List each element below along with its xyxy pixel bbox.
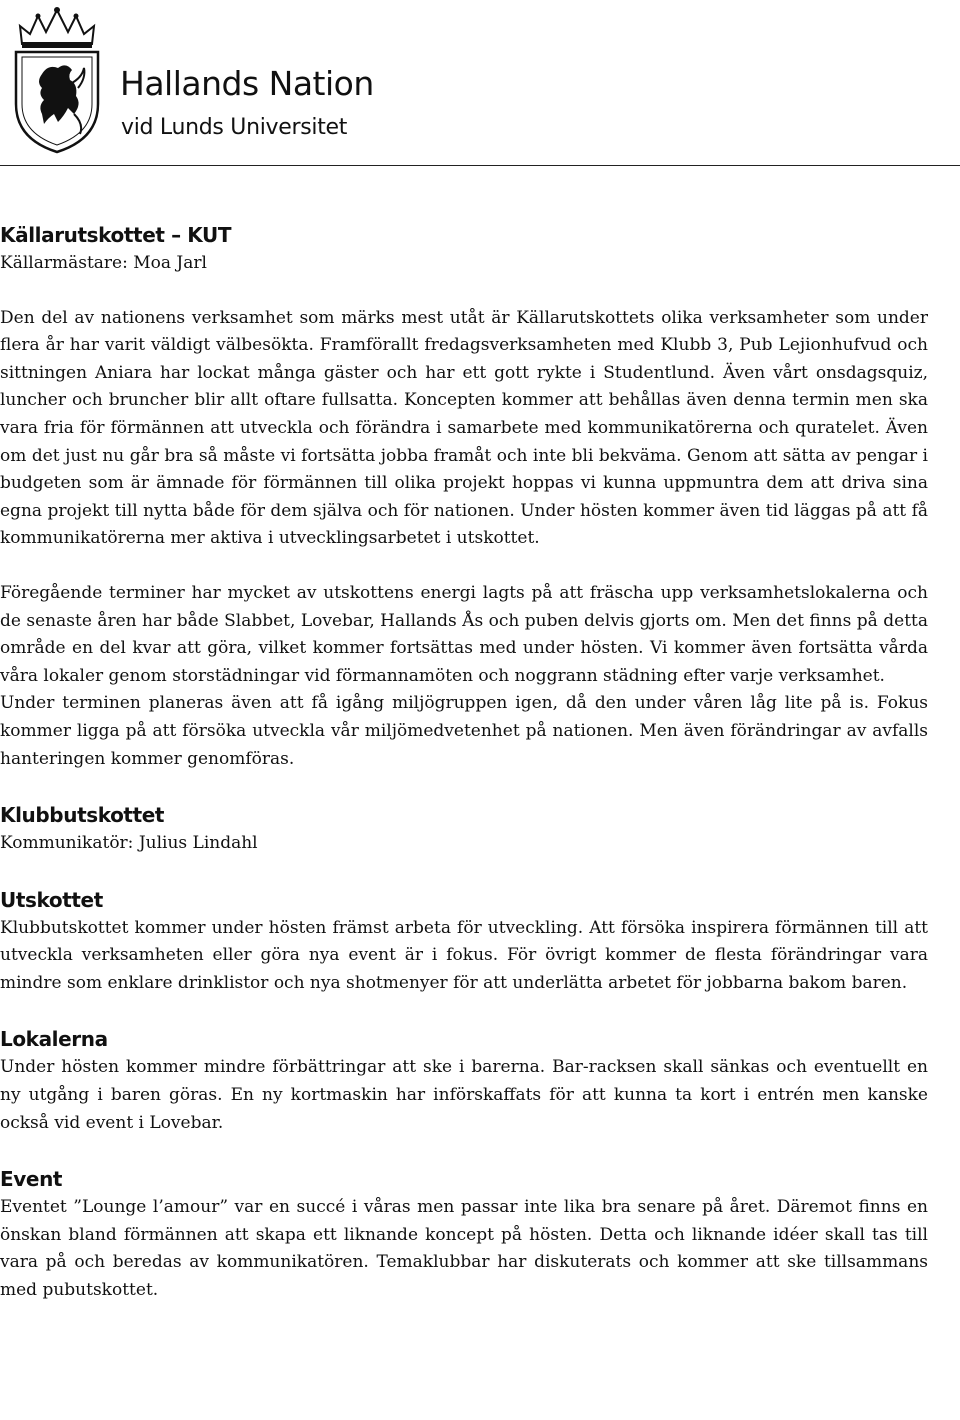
organization-name: Hallands Nation — [120, 64, 374, 103]
paragraph-utskottet: Klubbutskottet kommer under hösten främst arbeta för utveckling. Att försöka inspirera förmännen till att utveckla verksamheten eller göra nya event är i fokus. För övrigt kommer de flesta förändringar vara mindre som enklare drinklistor och nya shotmenyer för att underlätta arbetet för jobbarna bakom baren. — [0, 917, 928, 993]
section-heading-kut: Källarutskottet – KUT — [0, 223, 232, 247]
section-heading-utskottet: Utskottet — [0, 887, 103, 912]
letterhead — [0, 0, 960, 175]
document-body — [0, 220, 928, 1305]
section-heading-lokalerna: Lokalerna — [0, 1027, 108, 1052]
section-role-kut: Källarmästare: Moa Jarl — [0, 253, 207, 273]
section-heading-event: Event — [0, 1167, 63, 1192]
coat-of-arms-icon — [8, 4, 106, 154]
section-role-klubb: Kommunikatör: Julius Lindahl — [0, 833, 258, 854]
section-heading-klubb: Klubbutskottet — [0, 803, 165, 828]
paragraph-event: Eventet ”Lounge l’amour” var en succé i våras men passar inte lika bra senare på året. Däremot finns en önskan bland förmännen att skapa ett liknande koncept på hösten. Detta och liknande idéer skall tas till vara på och beredas av kommunikatören. Temaklubbar har diskuterats och kommer att ske tillsammans med pubutskottet. — [0, 1197, 928, 1301]
paragraph-lokalerna: Under hösten kommer mindre förbättringar att ske i barerna. Bar-racksen skall sänkas och eventuellt en ny utgång i baren göras. En ny kortmaskin har införskaffats för att kunna ta kort i entrén men kanske också vid event i Lovebar. — [0, 1057, 928, 1133]
organization-subtitle: vid Lunds Universitet — [121, 115, 348, 140]
paragraph-kut-2: Föregående terminer har mycket av utskottens energi lagts på att fräscha upp verksamhetslokalerna och de senaste åren har både Slabbet, Lovebar, Hallands Ås och puben delvis gjorts om. Men det finns på detta område en del kvar att göra, vilket kommer fortsättas med under hösten. Vi kommer även fortsätta vårda våra lokaler genom storstädningar vid förmannamöten och noggrann städning efter varje verksamhet. — [0, 582, 928, 686]
paragraph-kut-3: Under terminen planeras även att få igång miljögruppen igen, då den under våren låg lite på is. Fokus kommer ligga på att försöka utveckla vår miljömedvetenhet på nationen. Men även förändringar av avfalls hanteringen kommer genomföras. — [0, 693, 928, 769]
header-divider — [0, 165, 960, 166]
paragraph-kut-1: Den del av nationens verksamhet som märks mest utåt är Källarutskottets olika verksamheter som under flera år har varit väldigt välbesökta. Framförallt fredagsverksamheten med Klubb 3, Pub Lejionhufvud och sittningen Aniara har lockat många gäster och har ett gott rykte i Studentlund. Även vårt onsdagsquiz, luncher och bruncher blir allt oftare fullsatta. Koncepten kommer att behållas även denna termin men ska vara fria för förmännen att utveckla och förändra i samarbete med kommunikatörerna och quratelet. Även om det just nu går bra så måste vi fortsätta jobba framåt och inte bli bekväma. Genom att sätta av pengar i budgeten som är ämnade för förmännen till olika projekt hoppas vi kunna uppmuntra dem att driva sina egna projekt till nytta både för dem själva och för nationen. Under hösten kommer även tid läggas på att få kommunikatörerna mer aktiva i utvecklingsarbetet i utskottet. — [0, 307, 928, 549]
